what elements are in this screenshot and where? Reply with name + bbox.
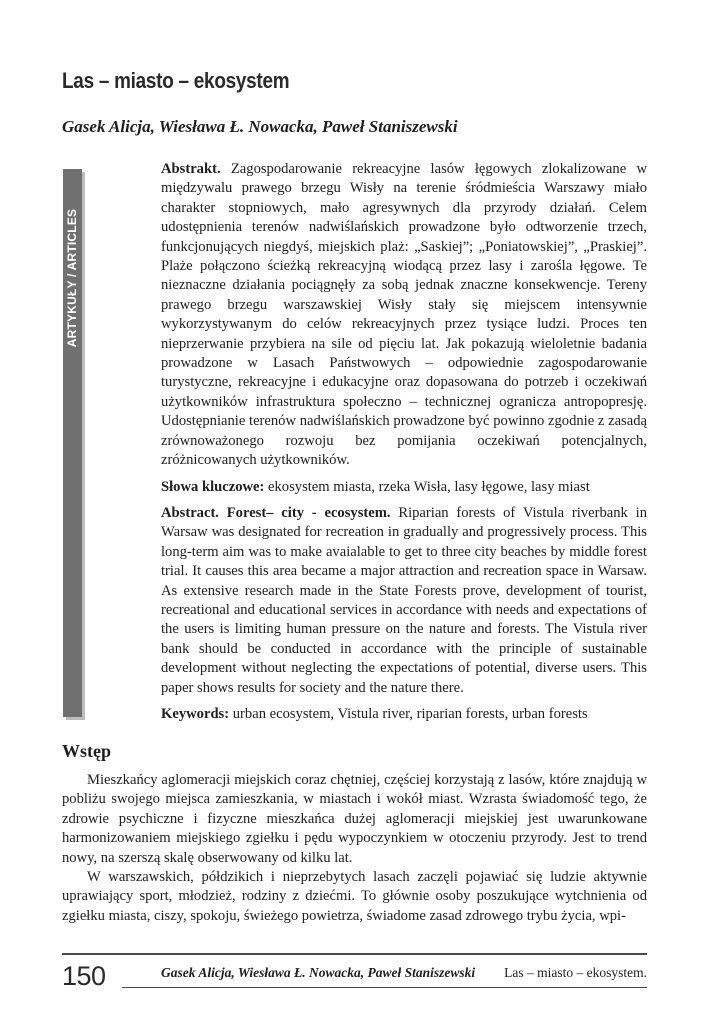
abstract-en bbox=[161, 504, 647, 698]
abstract-pl-text: Zagospodarowanie rekreacyjne lasów łęgowych zlokalizowane w międzywalu prawego brzegu Wisły na terenie śródmieścia Warszawy miało charakter stopniowych, mało agresywnych dla przyrody działań. Celem udostępnienia terenów nadwiślańskich prowadzone było odtworzenie trzech, funkcjonujących niegdyś, miejskich plaż: „Saskiej”; „Poniatowskiej”, „Praskiej”. Plaże połączono ścieżką rekreacyjną wiodącą przez lasy i zarośla łęgowe. Te nieznaczne działania pociągnęły za sobą jednak znaczne konsekwencje. Tereny prawego brzegu warszawskiej Wisły stały się miejscem intensywnie wykorzystywanym do celów rekreacyjnych przez tysiące ludzi. Proces ten nieprzerwanie przybiera na sile od pięciu lat. Jak pokazują wieloletnie badania prowadzone w Lasach Państwowych – odpowiednie zagospodarowanie turystyczne, rekreacyjne i edukacyjne oraz dopasowana do potrzeb i oczekiwań użytkowników infrastruktura społeczno – technicznej ogranicza antropopresję. Udostępnianie terenów nadwiślańskich prowadzone być powinno zgodnie z zasadą zrównoważonego rozwoju bez pomijania oczekiwań potencjalnych, zróżnicowanych użytkowników. bbox=[161, 161, 647, 469]
article-authors: Gasek Alicja, Wiesława Ł. Nowacka, Paweł Staniszewski bbox=[62, 117, 458, 136]
keywords-en bbox=[161, 705, 647, 724]
footer-rule-top bbox=[62, 953, 647, 955]
intro-heading: Wstęp bbox=[62, 741, 111, 761]
page-number: 150 bbox=[62, 961, 106, 991]
keywords-pl-label: Słowa kluczowe: bbox=[161, 478, 265, 495]
footer-rule-bottom bbox=[122, 987, 647, 988]
intro-body bbox=[62, 771, 647, 926]
abstract-block bbox=[161, 160, 647, 724]
section-side-label: ARTYKUŁY / ARTICLES bbox=[65, 208, 80, 347]
keywords-pl-text: ekosystem miasta, rzeka Wisła, lasy łęgowe, lasy miast bbox=[264, 478, 590, 495]
abstract-pl-label: Abstrakt. bbox=[161, 161, 221, 177]
section-side-label-wrap bbox=[63, 169, 82, 386]
keywords-en-label: Keywords: bbox=[161, 705, 230, 722]
keywords-pl bbox=[161, 478, 647, 497]
abstract-en-text: Riparian forests of Vistula riverbank in Warsaw was designated for recreation in gradually and progressively process. This long-term aim was to make avaialable to get to three city beaches by middle forest trial. It causes this area became a major attraction and recreation space in Warsaw. As extensive research made in the State Forests prove, development of tourist, recreational and educational services in accordance with needs and expectations of the users is limiting human pressure on the nature and forests. The Vistula river bank should be conducted in accordance with the principle of sustainable development without neglecting the expectations of potential, diverse users. This paper shows results for society and the nature there. bbox=[161, 504, 647, 696]
footer-authors: Gasek Alicja, Wiesława Ł. Nowacka, Paweł Staniszewski bbox=[161, 965, 476, 980]
section-side-band bbox=[63, 169, 82, 717]
intro-paragraph: Mieszkańcy aglomeracji miejskich coraz chętniej, częściej korzystają z lasów, które znajdują w pobliżu swojego miejsca zamieszkania, w miastach i wokół miast. Wzrasta świadomość tego, że zdrowie psychiczne i fizyczne mieszkańca dużej aglomeracji miejskiej jest uwarunkowane harmonizowaniem miejskiego zgiełku i pędu wypoczynkiem w otoczeniu przyrody. Jest to trend nowy, na szerszą skalę obserwowany od kilku lat. bbox=[62, 772, 647, 866]
intro-paragraph: W warszawskich, półdzikich i nieprzebytych lasach zaczęli pojawiać się ludzie aktywnie uprawiający sport, młodzież, rodziny z dziećmi. To głównie osoby poszukujące wytchnienia od zgiełku miasta, ciszy, spokoju, świeżego powietrza, świadome zasad zdrowego trybu życia, wpi- bbox=[62, 869, 647, 924]
footer-title: Las – miasto – ekosystem. bbox=[504, 965, 647, 980]
keywords-en-text: urban ecosystem, Vistula river, riparian forests, urban forests bbox=[229, 705, 588, 722]
article-title: Las – miasto – ekosystem bbox=[62, 68, 290, 93]
abstract-en-label: Abstract. Forest– city - ecosystem. bbox=[161, 504, 391, 521]
abstract-pl bbox=[161, 160, 647, 471]
